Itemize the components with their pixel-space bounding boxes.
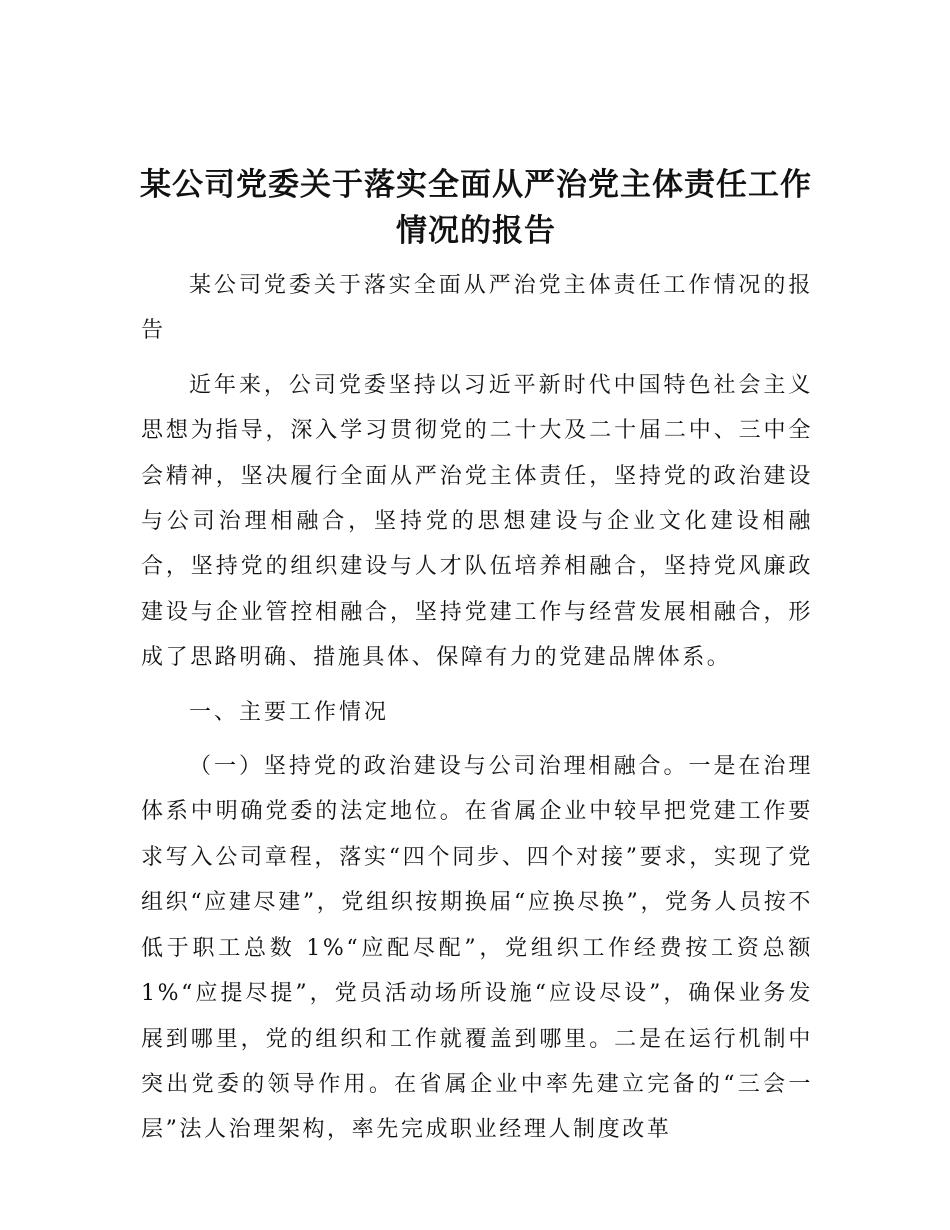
subtitle-paragraph: 某公司党委关于落实全面从严治党主体责任工作情况的报告 [141,273,813,344]
section-heading: 一、主要工作情况 [189,699,390,725]
document-body [141,263,813,1162]
intro-paragraph: 近年来，公司党委坚持以习近平新时代中国特色社会主义思想为指导，深入学习贯彻党的二十大及二十届二中、三中全会精神，坚决履行全面从严治党主体责任，坚持党的政治建设与公司治理相融合，坚持党的思想建设与企业文化建设相融合，坚持党的组织建设与人才队伍培养相融合，坚持党风廉政建设与企业管控相融合，坚持党建工作与经营发展相融合，形成了思路明确、措施具体、保障有力的党建品牌体系。 [141,372,813,671]
document-title: 某公司党委关于落实全面从严治党主体责任工作情况的报告 [140,167,812,249]
section-item-paragraph: （一）坚持党的政治建设与公司治理相融合。一是在治理体系中明确党委的法定地位。在省属企业中较早把党建工作要求写入公司章程，落实“四个同步、四个对接”要求，实现了党组织“应建尽建”，党组织按期换届“应换尽换”，党务人员按不低于职工总数 1%“应配尽配”，党组织工作经费按工资总额 1%“应提尽提”，党员活动场所设施“应设尽设”，确保业务发展到哪里，党的组织和工作就覆盖到哪里。二是在运行机制中突出党委的领导作用。在省属企业中率先建立完备的“三会一层”法人治理架构，率先完成职业经理人制度改革 [141,754,813,1143]
